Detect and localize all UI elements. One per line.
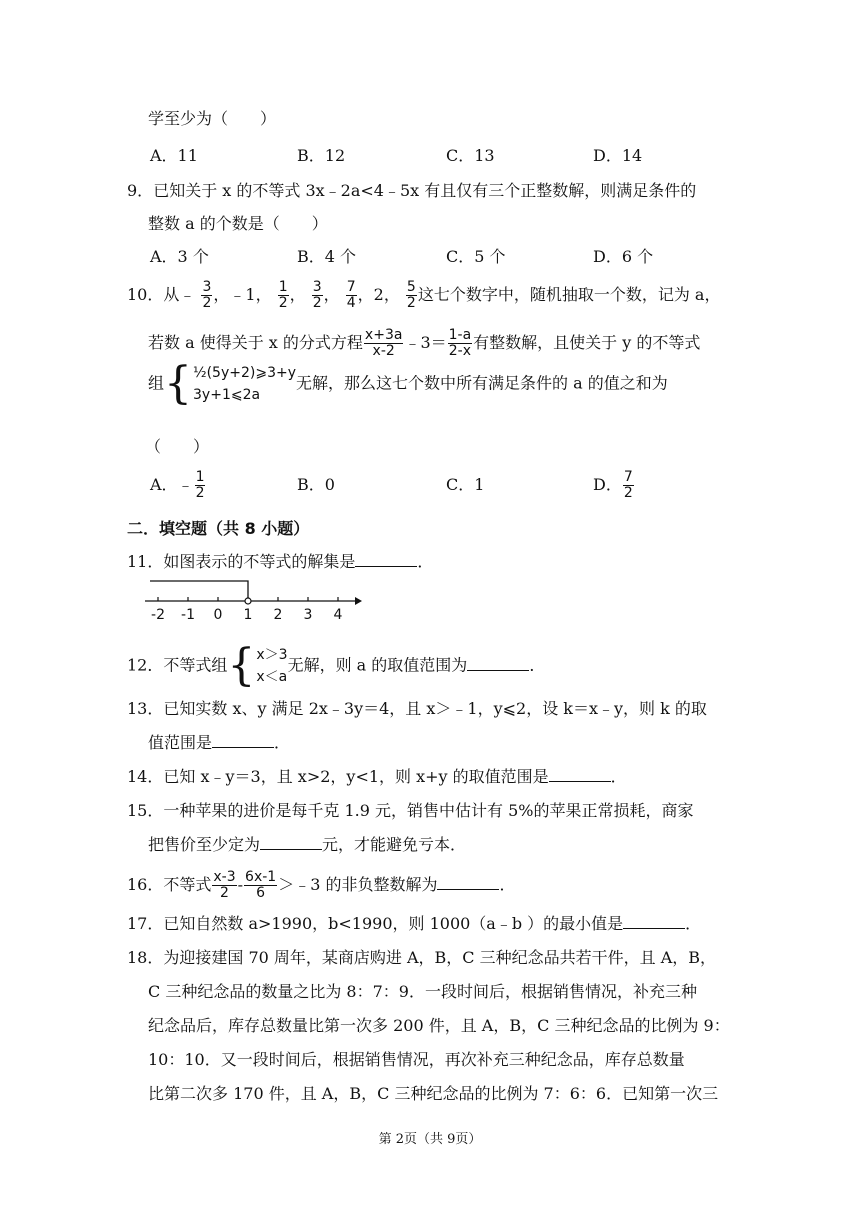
axis-tick-label: 2 [273, 607, 283, 623]
q13-line2: 值范围是 ． [148, 733, 291, 752]
page-footer: 第 2页（共 9页） [378, 1132, 482, 1147]
q10-option-a: A．﹣ $\frac{1}{2}$ [150, 469, 205, 501]
q18-line: 比第二次多 170 件，且 A，B，C 三种纪念品的比例为 7：6：6．已知第一次三 [148, 1084, 719, 1103]
q10-option-c: C．1 [446, 475, 485, 494]
q18-line: 10：10．又一段时间后，根据销售情况，再次补充三种纪念品，库存总数量 [148, 1050, 685, 1069]
q10-line2a: 若数 a 使得关于 x 的分式方程 [148, 333, 363, 352]
q8-option-c: C．13 [446, 146, 495, 165]
q10-from: 从﹣ [163, 285, 196, 304]
q10-number: 10． [127, 285, 164, 304]
q11-answer-blank [355, 552, 417, 567]
q10-value-3: $\frac{1}{2}$ [278, 279, 288, 311]
q14-answer-blank [549, 767, 611, 782]
q9-question [127, 180, 696, 202]
q10-line3 [148, 358, 668, 409]
q10-value-7: $\frac{5}{2}$ [406, 279, 416, 311]
q9-option-d: D．6 个 [593, 247, 654, 266]
q16-question: 16．不等式 $\frac{x-3}{2}$ - $\frac{6x-1}{6}$ ＞﹣3 的非负整数解为 ． [127, 869, 516, 901]
q10-sys-row2: 3y+1⩽2a [193, 387, 261, 403]
q18-line: 纪念品后，库存总数量比第一次多 200 件，且 A，B，C 三种纪念品的比例为 9： [148, 1016, 730, 1035]
q17-question: 17．已知自然数 a>1990，b<1990，则 1000（a﹣b ）的最小值是 ． [127, 914, 702, 933]
q17-answer-blank [623, 914, 685, 929]
q10-sys-row1: ½(5y+2)⩾3+y [193, 365, 296, 381]
q10-eq-mid: ﹣3＝ [404, 333, 447, 352]
q11-question: 11．如图表示的不等式的解集是 ． [127, 552, 434, 571]
q10-eq-frac1: $\frac{x+3a}{x-2}$ [364, 327, 403, 359]
q10-eq-frac2: $\frac{1-a}{2-x}$ [448, 327, 472, 359]
q10-inequality-system: { ½(5y+2)⩾3+y 3y+1⩽2a [164, 358, 296, 409]
q13-answer-blank [212, 733, 274, 748]
q8-option-d: D．14 [593, 146, 643, 165]
axis-tick-label: 0 [213, 607, 223, 623]
q15-question: 15．一种苹果的进价是每千克 1.9 元，销售中估计有 5%的苹果正常损耗，商家 [127, 801, 694, 820]
q9-number: 9． [127, 181, 154, 200]
q9-option-c: C．5 个 [446, 247, 506, 266]
q18-question: 18．为迎接建国 70 周年，某商店购进 A，B，C 三种纪念品共若干件，且 A，B， [127, 948, 717, 967]
q8-option-b: B．12 [297, 146, 346, 165]
q10-value-5: $\frac{7}{4}$ [346, 279, 356, 311]
axis-tick-label: 3 [303, 607, 313, 623]
q10-line2 [148, 328, 700, 359]
q8-continuation: 学至少为（ ） [148, 109, 277, 128]
q8-option-a: A．11 [150, 146, 198, 165]
q15-answer-blank [260, 835, 322, 850]
q10-option-d: D． $\frac{7}{2}$ [593, 469, 633, 501]
axis-tick-label: 1 [243, 607, 253, 623]
q10-line4: （ ） [145, 437, 210, 456]
q14-question: 14．已知 x﹣y＝3，且 x>2，y<1，则 x+y 的取值范围是 ． [127, 767, 627, 786]
section-title: 二．填空题（共 8 小题） [127, 519, 310, 538]
q9-line1: 已知关于 x 的不等式 3x﹣2a<4﹣5x 有且仅有三个正整数解，则满足条件的 [153, 181, 697, 200]
q12-question: 12．不等式组 { x＞3 x＜a 无解，则 a 的取值范围为 ． [127, 640, 546, 691]
axis-tick-label: -1 [181, 607, 195, 623]
number-line-figure [140, 576, 370, 624]
q10-line1: 10．从﹣ $\frac{3}{2}$ ，﹣1， $\frac{1}{2}$ ， $\frac{3}{2}$ ， $\frac{7}{4}$ ，2， $\frac{5}{2}$ 这七个数字中，随机抽取一个数，记为 a， [127, 279, 721, 311]
q10-tail1: 这七个数字中，随机抽取一个数，记为 a， [417, 285, 721, 304]
axis-tick-label: 4 [333, 607, 343, 623]
q10-option-b: B．0 [297, 475, 335, 494]
q10-line3b: 无解，那么这七个数中所有满足条件的 a 的值之和为 [296, 373, 668, 393]
q10-line3a: 组 [148, 373, 165, 393]
axis-tick-label: -2 [151, 607, 165, 623]
q9-option-b: B．4 个 [297, 247, 357, 266]
q10-value-4: $\frac{3}{2}$ [312, 279, 322, 311]
q16-answer-blank [437, 875, 499, 890]
q10-line2b: 有整数解，且使关于 y 的不等式 [473, 333, 701, 352]
q9-option-a: A．3 个 [150, 247, 209, 266]
q18-line: C 三种纪念品的数量之比为 8：7：9．一段时间后，根据销售情况，补充三种 [148, 982, 697, 1001]
q10-value-1: $\frac{3}{2}$ [202, 279, 212, 311]
q12-inequality-system: { x＞3 x＜a [227, 640, 288, 691]
q12-answer-blank [467, 656, 529, 671]
q15-line2: 把售价至少定为 元，才能避免亏本． [148, 835, 467, 854]
q9-line2: 整数 a 的个数是（ ） [148, 214, 328, 233]
q13-question: 13．已知实数 x、y 满足 2x﹣3y＝4，且 x＞﹣1，y⩽2，设 k＝x﹣y，则 k 的取 [127, 699, 707, 718]
